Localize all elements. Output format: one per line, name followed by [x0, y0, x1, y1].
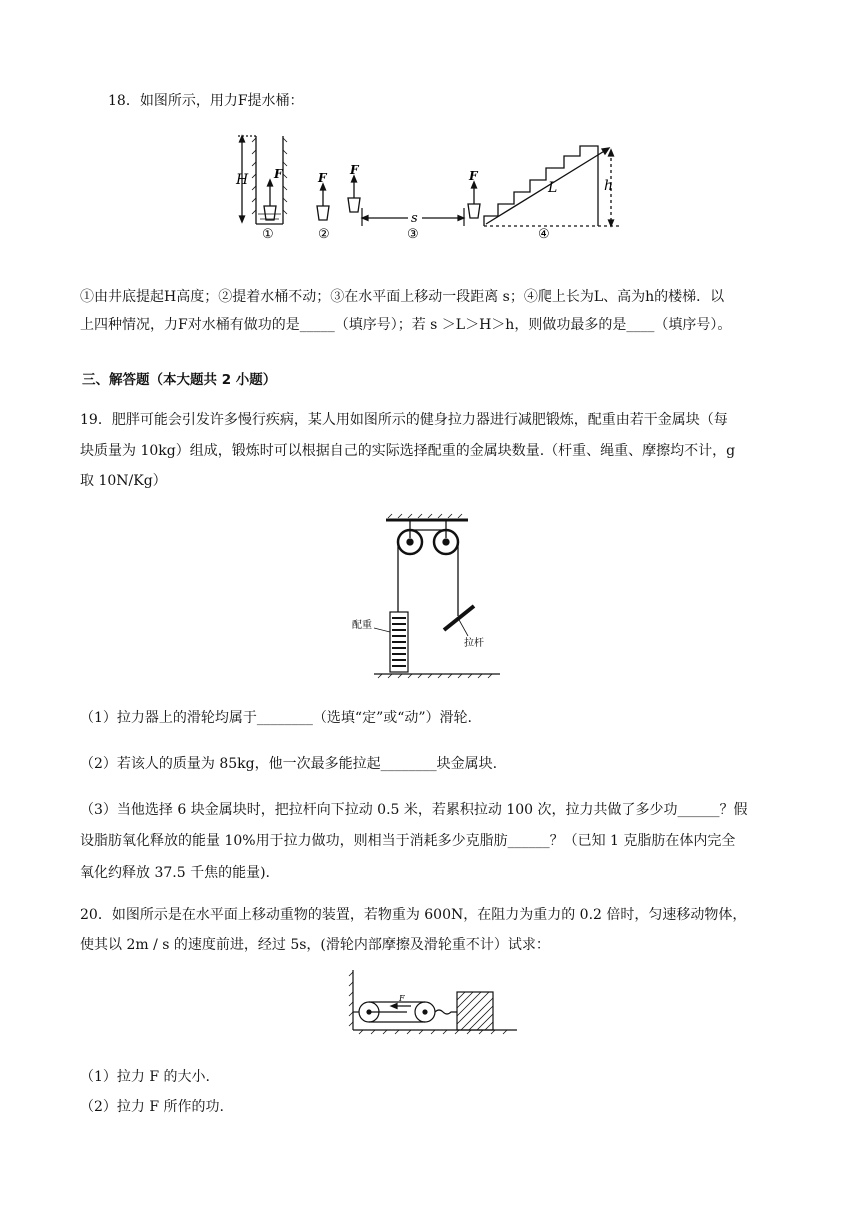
q18-text-line-1: ①由井底提起H高度；②提着水桶不动；③在水平面上移动一段距离 s；④爬上长为L、高为h的楼梯．以	[80, 289, 725, 305]
case-4-label: ④	[538, 227, 550, 240]
q19-part-3-line-3: 氧化约释放 37.5 千焦的能量).	[80, 865, 270, 881]
q18-text-line-2: 上四种情况，力F对水桶有做功的是_____（填序号）；若 s ＞L＞H＞h，则做功最多的是____（填序号）。	[80, 317, 732, 333]
q20-part-1: （1）拉力 F 的大小.	[80, 1069, 210, 1085]
q18-figure	[228, 132, 623, 240]
q18-title: 18．如图所示，用力F提水桶：	[108, 93, 304, 109]
case-3-label: ③	[407, 227, 419, 240]
length-L-label: L	[548, 180, 558, 196]
section-heading: 三、解答题（本大题共 2 小题）	[82, 372, 277, 388]
pull-bar-label: 拉杆	[464, 638, 484, 649]
force-F-label-3: F	[350, 163, 359, 177]
counterweight-stack	[390, 612, 408, 672]
q19-text-line-2: 块质量为 10kg）组成，锻炼时可以根据自己的实际选择配重的金属块数量.（杆重、绳重、摩擦均不计，g	[80, 443, 736, 459]
force-F-label-2: F	[318, 171, 327, 185]
q19-part-1: （1）拉力器上的滑轮均属于________（选填“定”或“动”）滑轮.	[80, 710, 472, 726]
q19-part-3-line-2: 设脂肪氧化释放的能量 10%用于拉力做功，则相当于消耗多少克脂肪______？（已知 1 克脂肪在体内完全	[80, 833, 736, 849]
height-h-label: h	[604, 178, 614, 194]
q19-part-3-line-1: （3）当他选择 6 块金属块时，把拉杆向下拉动 0.5 米，若累积拉动 100 次，拉力共做了多少功______？假	[80, 802, 748, 818]
q20-text-line-1: 20．如图所示是在水平面上移动重物的装置，若物重为 600N，在阻力为重力的 0.2 倍时，匀速移动物体，	[80, 907, 747, 923]
force-F-label-1: F	[274, 167, 283, 181]
force-F-label-4: F	[469, 169, 478, 183]
distance-s-label: s	[411, 211, 418, 226]
q20-part-2: （2）拉力 F 所作的功.	[80, 1099, 224, 1115]
q19-part-2: （2）若该人的质量为 85kg，他一次最多能拉起________块金属块.	[80, 756, 498, 772]
q19-fitness-machine-figure	[350, 512, 510, 684]
q20-text-line-2: 使其以 2m / s 的速度前进，经过 5s，(滑轮内部摩擦及滑轮重不计）试求：	[80, 937, 550, 953]
force-F-label: F	[399, 994, 405, 1003]
q20-pulley-figure	[345, 966, 520, 1038]
q19-text-line-1: 19．肥胖可能会引发许多慢行疾病，某人用如图所示的健身拉力器进行减肥锻炼，配重由若干金属块（每	[80, 412, 728, 428]
q19-text-line-3: 取 10N/Kg）	[80, 473, 167, 489]
height-H-label: H	[236, 172, 249, 188]
case-1-label: ①	[262, 227, 274, 240]
counterweight-label: 配重	[352, 620, 372, 631]
case-2-label: ②	[318, 227, 330, 240]
